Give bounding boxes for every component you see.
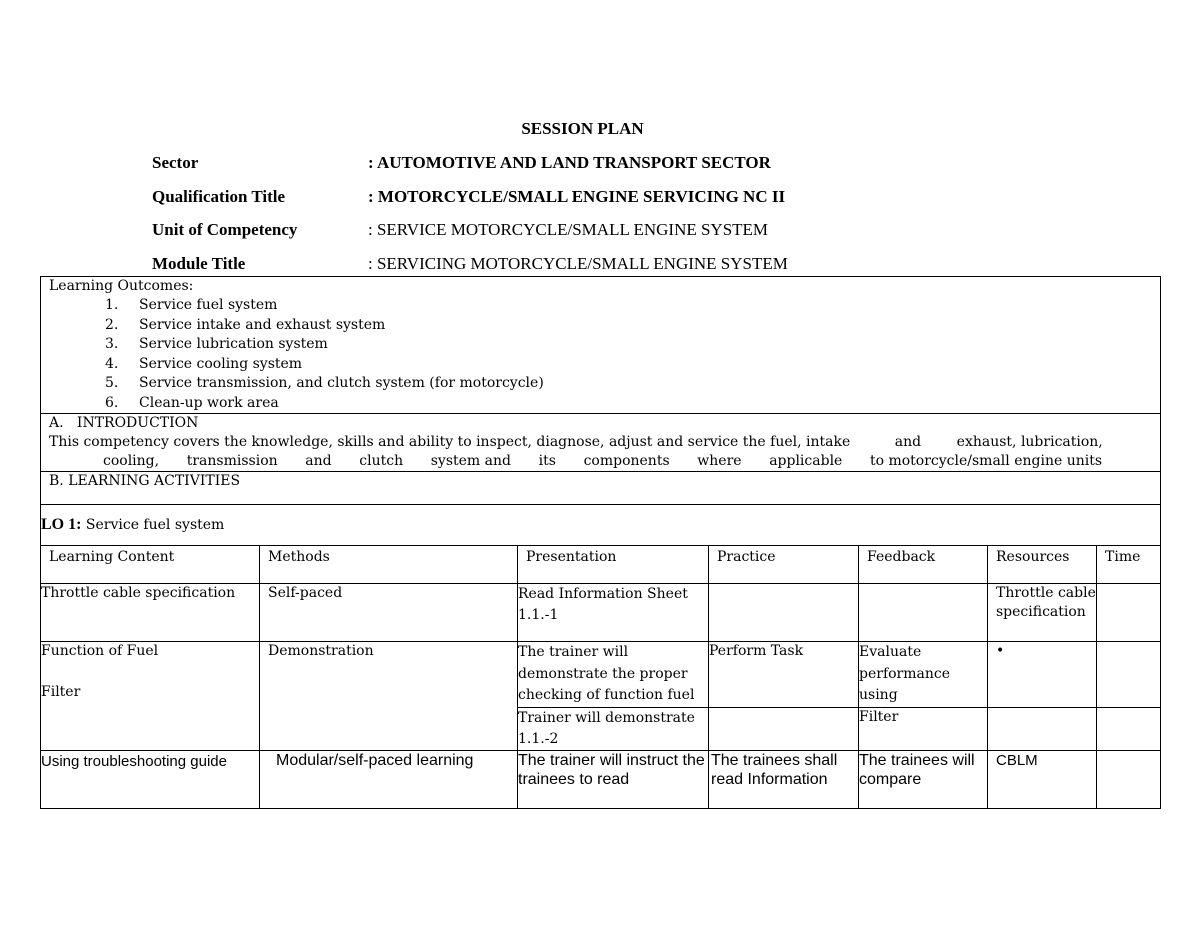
column-header: Practice bbox=[709, 546, 859, 584]
learning-content-cell: Throttle cable specification bbox=[41, 584, 260, 642]
table-row bbox=[41, 642, 1161, 708]
resources-cell: • bbox=[988, 642, 1097, 708]
methods-cell: Demonstration bbox=[260, 642, 518, 751]
feedback-cell bbox=[859, 584, 988, 642]
word: transmission bbox=[186, 453, 278, 469]
introduction-line-2 bbox=[49, 452, 1160, 471]
header-label: Module Title bbox=[152, 254, 246, 273]
methods-cell: Self-paced bbox=[260, 584, 518, 642]
introduction-heading: A. INTRODUCTION bbox=[49, 415, 199, 431]
header-label: Unit of Competency bbox=[152, 220, 298, 239]
lo-cell bbox=[41, 505, 1161, 546]
item-number: 2. bbox=[105, 316, 119, 333]
item-number: 3. bbox=[105, 336, 119, 352]
table-row bbox=[41, 584, 1161, 642]
word: and bbox=[305, 453, 332, 469]
content-line: Filter bbox=[41, 684, 81, 700]
table-row bbox=[41, 751, 1161, 809]
feedback-cell: The trainees will compare bbox=[859, 751, 988, 809]
learning-outcomes-cell bbox=[41, 277, 1161, 414]
word: to motorcycle/small engine units bbox=[869, 453, 1103, 469]
word: where bbox=[697, 453, 742, 469]
item-text: Service transmission, and clutch system (for motorcycle) bbox=[139, 375, 544, 391]
list-item bbox=[49, 296, 1160, 316]
introduction-line: This competency covers the knowledge, skills and ability to inspect, diagnose, adjust and service the fuel, intake and exhaust, lubrication, bbox=[49, 434, 1103, 450]
list-item bbox=[49, 316, 1160, 336]
learning-content-cell: Using troubleshooting guide bbox=[41, 751, 260, 809]
header-value: : SERVICE MOTORCYCLE/SMALL ENGINE SYSTEM bbox=[368, 220, 769, 239]
resources-cell: CBLM bbox=[988, 751, 1097, 809]
word: system and bbox=[430, 453, 511, 469]
header-label: Sector bbox=[152, 153, 199, 172]
presentation-cell: The trainer will instruct the trainees to read bbox=[518, 751, 709, 809]
item-number: 5. bbox=[105, 375, 119, 391]
practice-cell: Perform Task bbox=[709, 642, 859, 708]
item-text: Clean-up work area bbox=[139, 394, 279, 411]
methods-cell: Modular/self-paced learning bbox=[260, 751, 518, 809]
header-value: : MOTORCYCLE/SMALL ENGINE SERVICING NC II bbox=[368, 187, 786, 206]
column-header: Resources bbox=[988, 546, 1097, 584]
resources-cell bbox=[988, 708, 1097, 751]
practice-cell bbox=[709, 708, 859, 751]
time-cell bbox=[1097, 708, 1161, 751]
item-text: Service intake and exhaust system bbox=[139, 316, 386, 333]
resources-cell: Throttle cable specification bbox=[988, 584, 1097, 642]
list-item bbox=[49, 394, 1160, 414]
lo-text: Service fuel system bbox=[81, 517, 225, 533]
learning-activities-row bbox=[41, 472, 1161, 505]
item-number: 1. bbox=[105, 297, 119, 313]
word: applicable bbox=[769, 453, 843, 469]
learning-content-cell bbox=[41, 642, 260, 751]
column-header: Time bbox=[1097, 546, 1161, 584]
item-number: 6. bbox=[105, 394, 119, 411]
presentation-cell: Read Information Sheet 1.1.-1 bbox=[518, 584, 709, 642]
item-text: Service cooling system bbox=[139, 355, 303, 372]
item-number: 4. bbox=[105, 355, 119, 372]
introduction-cell bbox=[41, 414, 1161, 472]
learning-outcomes-heading: Learning Outcomes: bbox=[49, 278, 194, 294]
column-header-row bbox=[41, 546, 1161, 584]
item-text: Service lubrication system bbox=[139, 336, 328, 352]
learning-outcomes-list bbox=[49, 296, 1160, 413]
list-item bbox=[49, 374, 1160, 394]
session-plan-table bbox=[40, 276, 1161, 809]
lo-row bbox=[41, 505, 1161, 546]
word: its bbox=[538, 453, 556, 469]
word: clutch bbox=[359, 453, 404, 469]
list-item bbox=[49, 335, 1160, 355]
word: components bbox=[583, 453, 670, 469]
page-title: SESSION PLAN bbox=[521, 119, 644, 138]
practice-cell: The trainees shall read Information bbox=[709, 751, 859, 809]
column-header: Learning Content bbox=[41, 546, 260, 584]
word: cooling, bbox=[103, 453, 160, 469]
time-cell bbox=[1097, 751, 1161, 809]
column-header: Methods bbox=[260, 546, 518, 584]
learning-activities-heading: B. LEARNING ACTIVITIES bbox=[41, 472, 1161, 505]
presentation-cell: The trainer will demonstrate the proper checking of function fuel bbox=[518, 642, 709, 708]
learning-outcomes-row bbox=[41, 277, 1161, 414]
lo-label: LO 1: bbox=[41, 516, 82, 533]
feedback-cell: Evaluate performance using bbox=[859, 642, 988, 708]
introduction-row bbox=[41, 414, 1161, 472]
header-label: Qualification Title bbox=[152, 187, 286, 206]
item-text: Service fuel system bbox=[139, 297, 278, 313]
header-value: : AUTOMOTIVE AND LAND TRANSPORT SECTOR bbox=[368, 153, 771, 172]
feedback-cell: Filter bbox=[859, 708, 988, 751]
time-cell bbox=[1097, 584, 1161, 642]
time-cell bbox=[1097, 642, 1161, 708]
presentation-cell: Trainer will demonstrate 1.1.-2 bbox=[518, 708, 709, 751]
header-value: : SERVICING MOTORCYCLE/SMALL ENGINE SYSTEM bbox=[368, 254, 788, 273]
list-item bbox=[49, 355, 1160, 375]
column-header: Feedback bbox=[859, 546, 988, 584]
content-line: Function of Fuel bbox=[41, 643, 159, 659]
column-header: Presentation bbox=[518, 546, 709, 584]
practice-cell bbox=[709, 584, 859, 642]
